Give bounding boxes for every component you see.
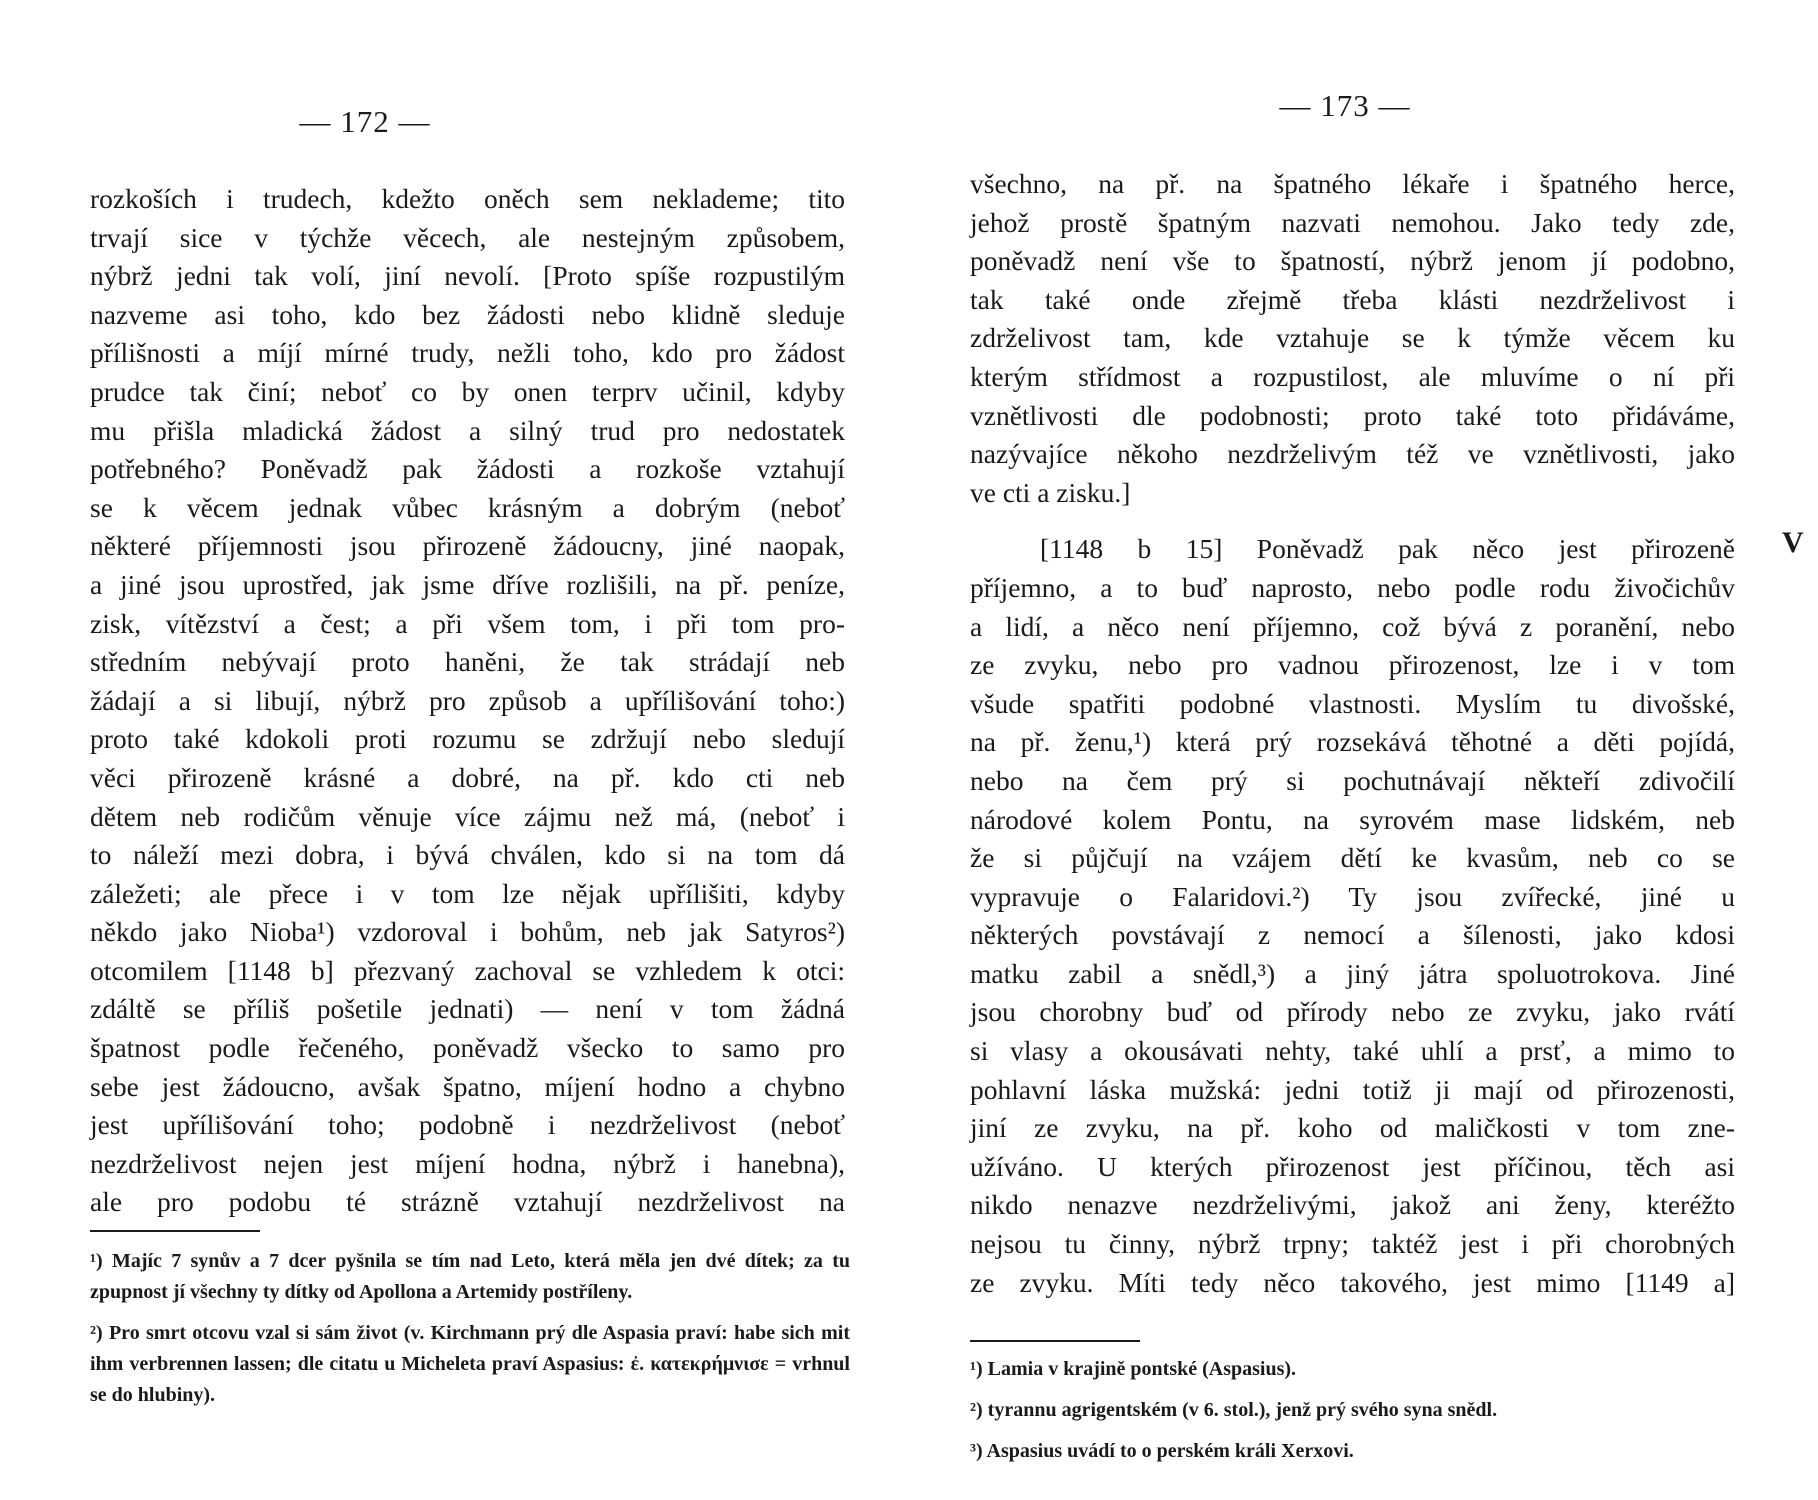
text-line: špatnost podle řečeného, poněvadž všecko to samo pro [90,1032,845,1064]
footnote-2-left: ²) Pro smrt otcovu vzal si sám život (v. Kirchmann prý dle Aspasia praví: habe sich mit ihm verbrennen lassen; dle citatu u Micheleta praví Aspasius: ἐ. κατεκρήμνισε = vrhnul se do hlubiny). [90,1322,850,1406]
footnote-1-left: ¹) Majíc 7 synův a 7 dcer pyšnila se tím nad Leto, která měla jen dvé dítek; za tu zpupnost jí všechny ty dítky od Apollona a Artemidy postříleny. [90,1250,850,1303]
text-line: trvají sice v týchže věcech, ale nestejným způsobem, [90,221,845,253]
right-footnotes [970,1354,1735,1477]
text-line: všechno, na př. na špatného lékaře i špatného herce, [970,168,1735,199]
text-line: zisk, vítězství a čest; a při všem tom, i při tom pro- [90,607,845,639]
text-line: někdo jako Nioba¹) vzdoroval i bohům, neb jak Satyros²) [90,916,845,948]
text-line: vznětlivosti dle podobnosti; proto také toto přidáváme, [970,399,1735,431]
text-line: potřebného? Poněvadž pak žádosti a rozkoše vztahují [90,453,845,485]
text-line: si vlasy a okousávati nehty, také uhlí a prsť, a mimo to [970,1035,1735,1067]
text-line: všude spatřiti podobné vlastnosti. Myslím tu divošské, [970,687,1735,719]
text-line: ze zvyku, nebo pro vadnou přirozenost, lze i v tom [970,649,1735,681]
text-line: rozkoších i trudech, kdežto oněch sem neklademe; tito [90,183,845,214]
text-line: a lidí, a něco není příjemno, což bývá z poranění, nebo [970,610,1735,642]
text-line: zdrželivost tam, kde vztahuje se k týmže věcem ku [970,322,1735,354]
text-line: užíváno. U kterých přirozenost jest příčinou, těch asi [970,1150,1735,1182]
text-line: jehož prostě špatným nazvati nemohou. Jako tedy zde, [970,206,1735,238]
text-line: dětem neb rodičům věnuje více zájmu než má, (neboť i [90,800,845,832]
text-line: věci přirozeně krásné a dobré, na př. kdo cti neb [90,761,845,793]
text-line: otcomilem [1148 b] přezvaný zachoval se vzhledem k otci: [90,954,845,986]
text-line: příjemno, a to buď naprosto, nebo podle rodu živočichův [970,571,1735,603]
footnote-3-right: ³) Aspasius uvádí to o perském králi Xerxovi. [970,1440,1354,1462]
text-line: ale pro podobu té strázně vztahují nezdrželivost na [90,1186,845,1218]
left-body-text [90,180,845,1222]
text-line: zdáltě se příliš pošetile jednati) — není v tom žádná [90,993,845,1025]
text-line: kterým střídmost a rozpustilost, ale mluvíme o ní při [970,360,1735,392]
text-line: nikdo nenazve nezdrželivými, jakož ani ženy, kteréžto [970,1189,1735,1221]
text-line: se k věcem jednak vůbec krásným a dobrým (neboť [90,491,845,523]
footnote-1-right: ¹) Lamia v krajině pontské (Aspasius). [970,1358,1297,1380]
page-number-right: — 173 — [1279,88,1411,123]
text-line: nezdrželivost nejen jest míjení hodna, nýbrž i hanebna), [90,1147,845,1179]
text-line: tak také onde zřejmě třeba klásti nezdrželivost i [970,283,1735,315]
text-line: ze zvyku. Míti tedy něco takového, jest mimo [1149 a] [970,1266,1735,1298]
text-line: nýbrž jedni tak volí, jiní nevolí. [Proto spíše rozpustilým [90,260,845,292]
text-line: pohlavní láska mužská: jedni totiž ji mají od přirozenosti, [970,1073,1735,1105]
footnote-rule-left [90,1230,260,1232]
margin-mark: V [1782,526,1804,559]
text-line: [1148 b 15] Poněvadž pak něco jest přirozeně [1040,533,1735,565]
text-line: matku zabil a snědl,³) a jiný játra spoluotrokova. Jiné [970,957,1735,989]
text-line: poněvadž není vše to špatností, nýbrž jenom jí podobno, [970,245,1735,277]
text-line: sebe jest žádoucno, avšak špatno, míjení hodno a chybno [90,1070,845,1102]
text-line: přílišnosti a míjí mírné trudy, nežli toho, kdo pro žádost [90,337,845,369]
text-line: národové kolem Pontu, na syrovém mase lidském, neb [970,803,1735,835]
text-line: prudce tak činí; neboť co by onen terprv učinil, kdyby [90,375,845,407]
right-body-text [970,165,1735,1302]
footnote-rule-right [970,1340,1140,1342]
text-line: jiní ze zvyku, na př. koho od maličkosti v tom zne- [970,1112,1735,1144]
text-line: na př. ženu,¹) která prý rozsekává těhotné a děti pojídá, [970,726,1735,758]
text-line: některých povstávají z nemocí a šílenosti, jako kdosi [970,919,1735,951]
text-line: proto také kdokoli proti rozumu se zdržují nebo sledují [90,723,845,755]
text-line: středním nebývají proto haněni, že tak strádají neb [90,646,845,678]
text-line: to náleží mezi dobra, i bývá chválen, kdo si na tom dá [90,839,845,871]
page-number-left: — 172 — [299,104,431,139]
footnote-2-right: ²) tyrannu agrigentském (v 6. stol.), jenž prý svého syna snědl. [970,1399,1498,1421]
text-line: žádají a si libují, nýbrž pro způsob a upřílišování toho:) [90,684,845,716]
text-line: nazývajíce někoho nezdrželivým též ve vznětlivosti, jako [970,438,1735,470]
text-line: jsou chorobny buď od přírody nebo ze zvyku, jako rvátí [970,996,1735,1028]
text-line: ve cti a zisku.] [970,476,1131,508]
text-line: mu přišla mladická žádost a silný trud pro nedostatek [90,414,845,446]
text-line: některé příjemnosti jsou přirozeně žádoucny, jiné naopak, [90,530,845,562]
text-line: jest upřílišování toho; podobně i nezdrželivost (neboť [90,1109,845,1141]
text-line: že si půjčují na vzájem dětí ke kvasům, neb co se [970,842,1735,874]
text-line: a jiné jsou uprostřed, jak jsme dříve rozlišili, na př. peníze, [90,568,845,600]
text-line: nazveme asi toho, kdo bez žádosti nebo klidně sleduje [90,298,845,330]
text-line: vypravuje o Falaridovi.²) Ty jsou zvířecké, jiné u [970,880,1735,912]
left-footnotes [90,1246,850,1421]
text-line: nebo na čem prý si pochutnávají někteří zdivočilí [970,764,1735,796]
text-line: nejsou tu činny, nýbrž trpny; taktéž jest i při chorobných [970,1228,1735,1260]
text-line: záležeti; ale přece i v tom lze nějak upřílišiti, kdyby [90,877,845,909]
